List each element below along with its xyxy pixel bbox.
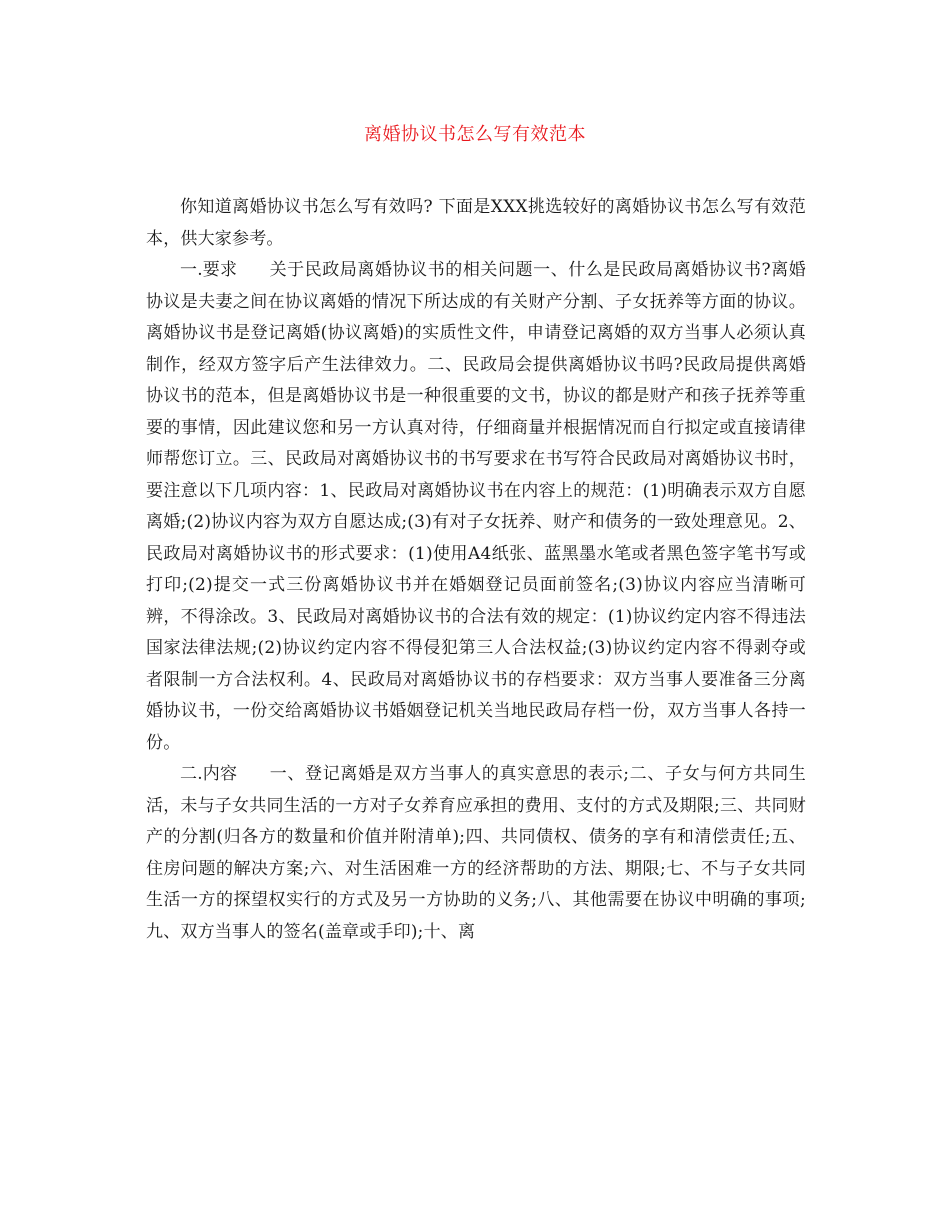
paragraph-text: 你知道离婚协议书怎么写有效吗? 下面是XXX挑选较好的离婚协议书怎么写有效范本，供大家参考。 <box>146 197 806 249</box>
paragraph-text: 关于民政局离婚协议书的相关问题一、什么是民政局离婚协议书?离婚协议是夫妻之间在协议离婚的情况下所达成的有关财产分割、子女抚养等方面的协议。离婚协议书是登记离婚(协议离婚)的实质性文件，申请登记离婚的双方当事人必须认真制作，经双方签字后产生法律效力。二、民政局会提供离婚协议书吗?民政局提供离婚协议书的范本，但是离婚协议书是一种很重要的文书，协议的都是财产和孩子抚养等重要的事情，因此建议您和另一方认真对待，仔细商量并根据情况而自行拟定或直接请律师帮您订立。三、民政局对离婚协议书的书写要求在书写符合民政局对离婚协议书时，要注意以下几项内容：1、民政局对离婚协议书在内容上的规范：(1)明确表示双方自愿离婚;(2)协议内容为双方自愿达成;(3)有对子女抚养、财产和债务的一致处理意见。2、民政局对离婚协议书的形式要求：(1)使用A4纸张、蓝黑墨水笔或者黑色签字笔书写或打印;(2)提交一式三份离婚协议书并在婚姻登记员面前签名;(3)协议内容应当清晰可辨，不得涂改。3、民政局对离婚协议书的合法有效的规定：(1)协议约定内容不得违法国家法律法规;(2)协议约定内容不得侵犯第三人合法权益;(3)协议约定内容不得剥夺或者限制一方合法权利。4、民政局对离婚协议书的存档要求：双方当事人要准备三分离婚协议书，一份交给离婚协议书婚姻登记机关当地民政局存档一份，双方当事人各持一份。 <box>146 260 806 753</box>
document-body <box>146 192 806 948</box>
paragraph-intro <box>146 192 806 255</box>
document-title: 离婚协议书怎么写有效范本 <box>364 124 586 145</box>
section-heading-content: 二.内容 <box>180 764 238 784</box>
section-heading-requirements: 一.要求 <box>180 260 238 280</box>
paragraph-content <box>146 759 806 948</box>
paragraph-text: 一、登记离婚是双方当事人的真实意思的表示;二、子女与何方共同生活，未与子女共同生活的一方对子女养育应承担的费用、支付的方式及期限;三、共同财产的分割(归各方的数量和价值并附清单);四、共同债权、债务的享有和清偿责任;五、住房问题的解决方案;六、对生活困难一方的经济帮助的方法、期限;七、不与子女共同生活一方的探望权实行的方式及另一方协助的义务;八、其他需要在协议中明确的事项;九、双方当事人的签名(盖章或手印);十、离 <box>146 764 806 942</box>
paragraph-requirements <box>146 255 806 759</box>
